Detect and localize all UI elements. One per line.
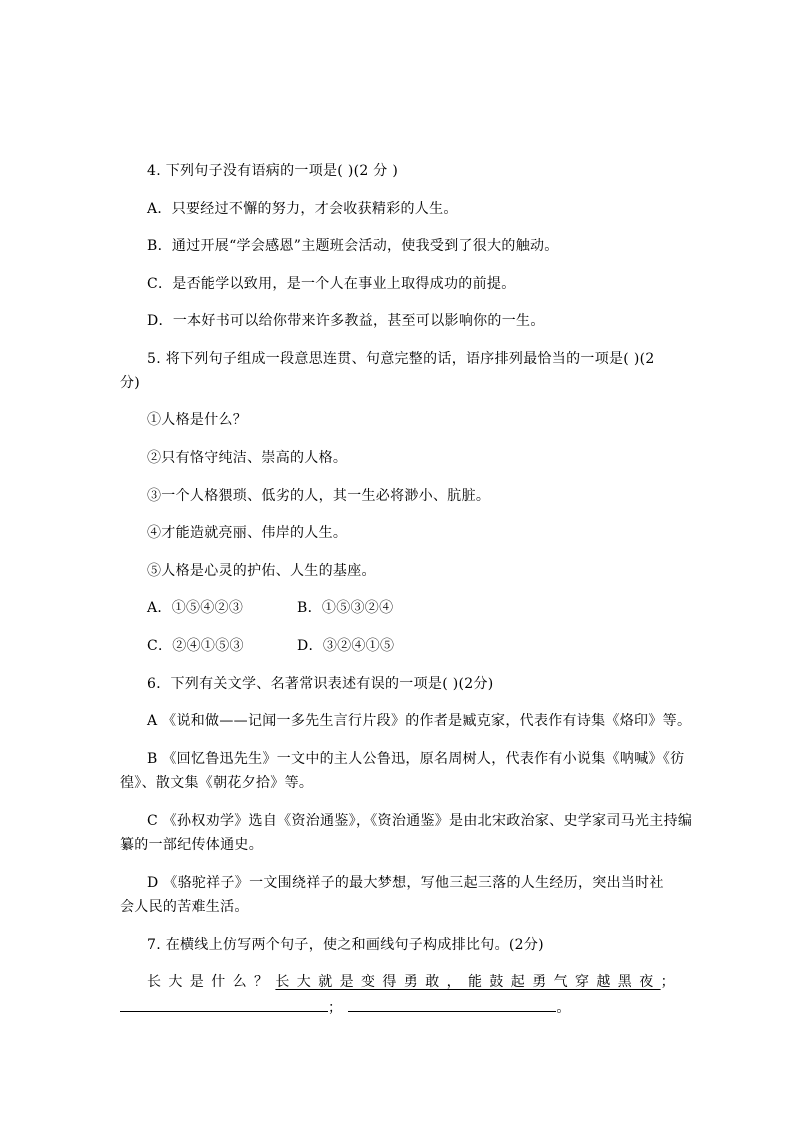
question-6-option-d-line2: 会人民的苦难生活。	[120, 899, 249, 915]
question-5-sentence-1: ①人格是什么？	[147, 412, 248, 428]
question-5-option-a: A．①⑤④②③	[147, 600, 244, 616]
question-4-option-b: B．通过开展“学会感恩”主题班会活动，使我受到了很大的触动。	[147, 238, 559, 254]
question-5-option-d: D．③②④①⑤	[297, 638, 395, 654]
question-6-option-b-line2: 徨》、散文集《朝花夕拾》等。	[120, 775, 314, 791]
question-5-stem-line1: 5. 将下列句子组成一段意思连贯、句意完整的话，语序排列最恰当的一项是( )(2	[147, 351, 655, 367]
answer-end-mark: 。	[556, 1000, 571, 1016]
question-6-option-b-line1: B 《回忆鲁迅先生》一文中的主人公鲁迅，原名周树人，代表作有小说集《呐喊》《彷	[147, 751, 685, 767]
question-7-trail: ；	[660, 974, 683, 990]
question-5-option-b: B．①⑤③②④	[297, 600, 394, 616]
answer-blank-1[interactable]	[120, 997, 328, 1012]
question-6-stem: 6．下列有关文学、名著常识表述有误的一项是( )(2分)	[147, 676, 494, 692]
question-5-option-c: C．②④①⑤③	[147, 638, 244, 654]
question-5-stem-line2: 分)	[120, 375, 141, 391]
question-6-option-c-line2: 纂的一部纪传体通史。	[120, 837, 263, 853]
question-7-example-line	[147, 973, 682, 991]
question-7-answer-line	[120, 997, 571, 1017]
question-6-option-d-line1: D 《骆驼祥子》一文围绕祥子的最大梦想，写他三起三落的人生经历，突出当时社	[147, 875, 664, 891]
question-7-stem: 7. 在横线上仿写两个句子，使之和画线句子构成排比句。(2分)	[147, 937, 544, 953]
answer-blank-2[interactable]	[348, 997, 556, 1012]
question-5-sentence-4: ④才能造就亮丽、伟岸的人生。	[147, 525, 348, 541]
question-7-underlined-sentence: 长大就是变得勇敢，能鼓起勇气穿越黑夜	[275, 974, 661, 990]
question-5-sentence-5: ⑤人格是心灵的护佑、人生的基座。	[147, 563, 376, 579]
question-4-stem: 4. 下列句子没有语病的一项是( )(2 分 )	[147, 163, 399, 179]
question-5-sentence-3: ③一个人格猥琐、低劣的人，其一生必将渺小、肮脏。	[147, 488, 491, 504]
question-4-option-d: D．一本好书可以给你带来许多教益，甚至可以影响你的一生。	[147, 313, 545, 329]
question-5-sentence-2: ②只有恪守纯洁、崇高的人格。	[147, 450, 348, 466]
question-7-lead: 长大是什么？	[147, 974, 276, 990]
answer-separator: ；	[328, 1000, 343, 1016]
question-6-option-c-line1: C 《孙权劝学》选自《资治通鉴》，《资治通鉴》是由北宋政治家、史学家司马光主持编	[147, 813, 693, 829]
question-4-option-a: A．只要经过不懈的努力，才会收获精彩的人生。	[147, 201, 458, 217]
question-4-option-c: C．是否能学以致用，是一个人在事业上取得成功的前提。	[147, 276, 516, 292]
question-6-option-a: A 《说和做——记闻一多先生言行片段》的作者是臧克家，代表作有诗集《烙印》等。	[147, 713, 692, 729]
